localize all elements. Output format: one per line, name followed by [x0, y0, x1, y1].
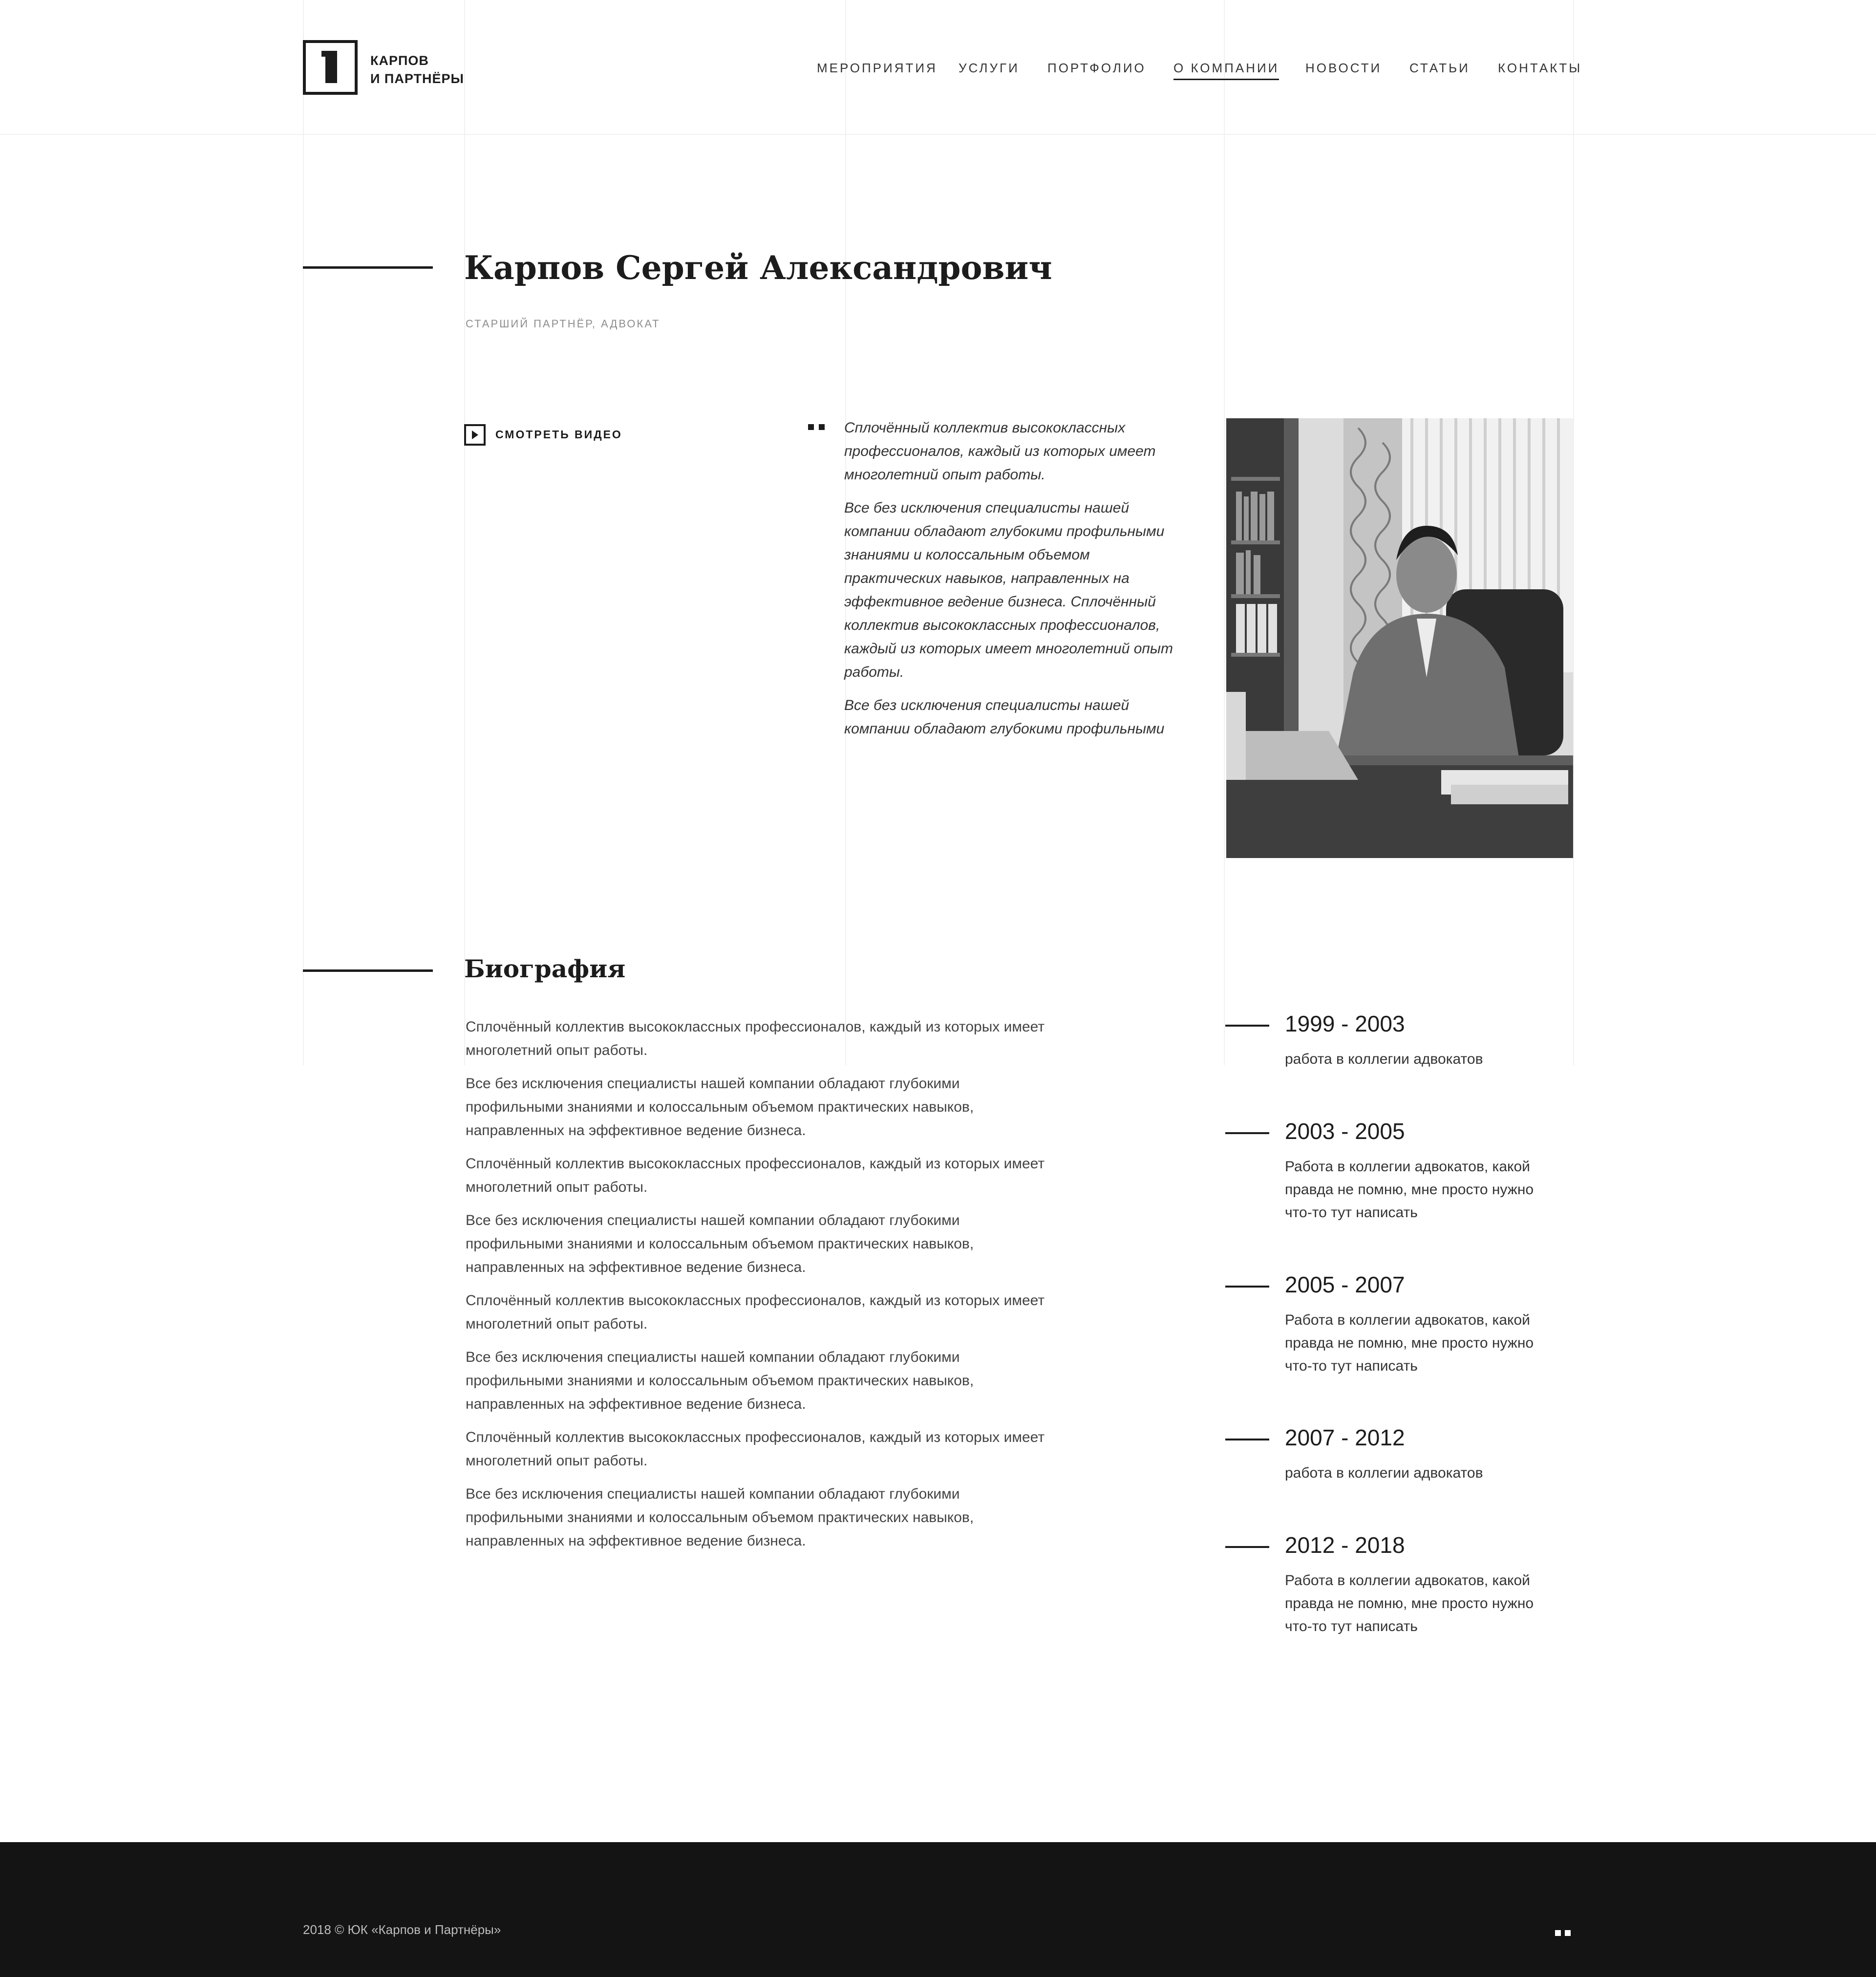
footer-mark-icon — [1555, 1930, 1561, 1936]
portrait-illustration — [1226, 418, 1573, 858]
timeline-description: Работа в коллегии адвокатов, какой правда не помню, мне просто нужно что-то тут написать — [1285, 1159, 1534, 1221]
grid-line — [464, 0, 465, 1065]
timeline-rule — [1225, 1025, 1269, 1027]
grid-line — [1224, 0, 1225, 1065]
nav-item-about[interactable]: О КОМПАНИИ — [1173, 61, 1279, 80]
biography-paragraph: Сплочённый коллектив высококлассных профессионалов, каждый из которых имеет многолетний опыт работы. — [466, 1292, 1045, 1332]
quote-icon — [808, 424, 814, 430]
nav-item-articles[interactable]: СТАТЬИ — [1409, 61, 1470, 75]
portrait-photo — [1226, 418, 1573, 858]
footer-mark-icon — [1565, 1930, 1571, 1936]
timeline-rule — [1225, 1286, 1269, 1288]
timeline-years: 2005 - 2007 — [1285, 1272, 1405, 1297]
play-icon[interactable] — [464, 424, 486, 446]
quote-text — [844, 416, 1181, 741]
title-rule — [303, 266, 433, 269]
timeline-years: 2012 - 2018 — [1285, 1532, 1405, 1558]
grid-line — [1573, 0, 1574, 1065]
grid-line — [303, 0, 304, 1065]
watch-video-link[interactable]: СМОТРЕТЬ ВИДЕО — [495, 428, 622, 441]
timeline-description: Работа в коллегии адвокатов, какой правда не помню, мне просто нужно что-то тут написать — [1285, 1572, 1534, 1634]
site-header — [0, 0, 1876, 135]
logo-line-1: КАРПОВ — [370, 53, 429, 68]
timeline-description: работа в коллегии адвокатов — [1285, 1465, 1483, 1481]
logo-icon[interactable] — [303, 40, 358, 95]
quote-paragraph: Сплочённый коллектив высококлассных профессионалов, каждый из которых имеет многолетний опыт работы. — [844, 420, 1156, 483]
play-triangle — [472, 430, 478, 439]
biography-paragraph: Сплочённый коллектив высококлассных профессионалов, каждый из которых имеет многолетний опыт работы. — [466, 1019, 1045, 1058]
logo-line-2: И ПАРТНЁРЫ — [370, 71, 464, 86]
timeline-rule — [1225, 1439, 1269, 1440]
biography-paragraph: Все без исключения специалисты нашей компании обладают глубокими профильными знаниями и колоссальным объемом практических навыков, направленных на эффективное ведение бизнеса. — [466, 1349, 974, 1412]
nav-item-services[interactable]: УСЛУГИ — [959, 61, 1020, 75]
biography-heading: Биография — [464, 954, 626, 983]
biography-paragraph: Все без исключения специалисты нашей компании обладают глубокими профильными знаниями и колоссальным объемом практических навыков, направленных на эффективное ведение бизнеса. — [466, 1075, 974, 1139]
footer-copyright: 2018 © ЮК «Карпов и Партнёры» — [303, 1922, 501, 1937]
logo-mark — [325, 51, 337, 83]
biography-paragraph: Сплочённый коллектив высококлассных профессионалов, каждый из которых имеет многолетний опыт работы. — [466, 1156, 1045, 1195]
quote-paragraph: Все без исключения специалисты нашей компании обладают глубокими профильными — [844, 697, 1165, 737]
timeline-description: Работа в коллегии адвокатов, какой правда не помню, мне просто нужно что-то тут написать — [1285, 1312, 1534, 1374]
timeline-years: 2003 - 2005 — [1285, 1118, 1405, 1144]
timeline-rule — [1225, 1546, 1269, 1548]
page-title: Карпов Сергей Александрович — [464, 249, 1052, 287]
person-role: СТАРШИЙ ПАРТНЁР, АДВОКАТ — [466, 318, 661, 330]
biography-rule — [303, 969, 433, 972]
nav-item-news[interactable]: НОВОСТИ — [1305, 61, 1382, 75]
timeline-description: работа в коллегии адвокатов — [1285, 1051, 1483, 1067]
biography-paragraph: Сплочённый коллектив высококлассных профессионалов, каждый из которых имеет многолетний опыт работы. — [466, 1429, 1045, 1469]
nav-item-events[interactable]: МЕРОПРИЯТИЯ — [817, 61, 938, 75]
nav-item-contacts[interactable]: КОНТАКТЫ — [1498, 61, 1582, 75]
biography-paragraph: Все без исключения специалисты нашей компании обладают глубокими профильными знаниями и колоссальным объемом практических навыков, направленных на эффективное ведение бизнеса. — [466, 1212, 974, 1275]
timeline-years: 2007 - 2012 — [1285, 1425, 1405, 1450]
logo-text[interactable] — [370, 52, 464, 88]
timeline-years: 1999 - 2003 — [1285, 1011, 1405, 1036]
biography-text — [466, 1015, 1052, 1553]
nav-item-portfolio[interactable]: ПОРТФОЛИО — [1047, 61, 1146, 75]
timeline-rule — [1225, 1132, 1269, 1134]
quote-paragraph: Все без исключения специалисты нашей компании обладают глубокими профильными знаниями и колоссальным объемом практических навыков, направленных на эффективное ведение бизнеса. Сплочённый коллектив высококлассных профессионалов, каждый из которых имеет многолетний опыт работы. — [844, 500, 1173, 680]
site-footer — [0, 1842, 1876, 1977]
biography-paragraph: Все без исключения специалисты нашей компании обладают глубокими профильными знаниями и колоссальным объемом практических навыков, направленных на эффективное ведение бизнеса. — [466, 1486, 974, 1549]
quote-icon — [819, 424, 825, 430]
